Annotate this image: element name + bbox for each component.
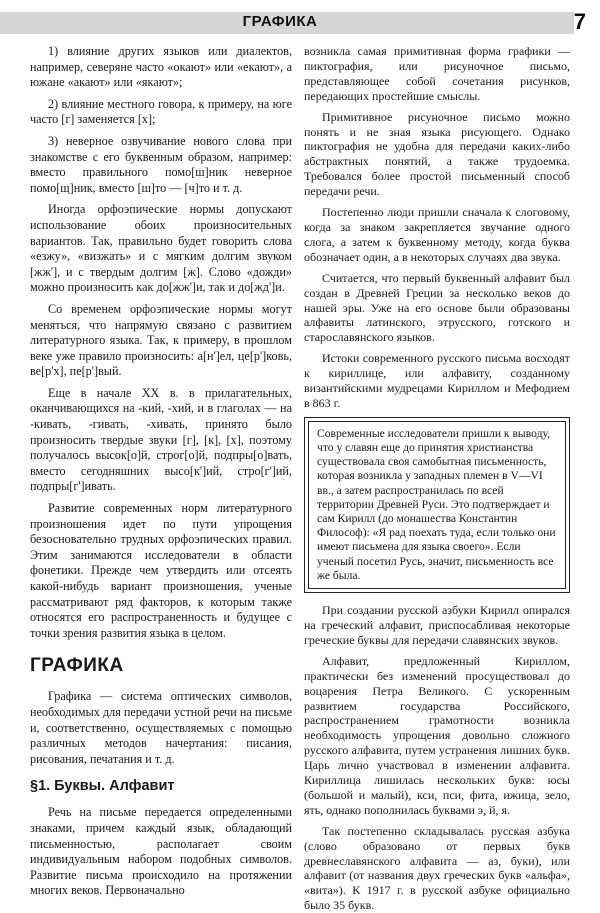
paragraph: Развитие современных норм литературного произношения идет по пути упрощения безосновательно трудных орфоэпических правил. Этим занимаются исследователи в области фонетики. Прежде чем утвердить или отсеять какой-нибудь вариант произношения, ученые рассматривают ряд факторов, к которым также относятся его распространенность и будущее с точки зрения развития языка в целом. <box>30 501 292 640</box>
callout-box <box>304 417 570 593</box>
page-number: 7 <box>573 9 586 34</box>
page-header <box>0 0 600 40</box>
paragraph: Алфавит, предложенный Кириллом, практически без изменений просуществовал до воцарения Петра Великого. С ускоренным развитием государства Российского, распространением грамотности возникла необходимость упрощения довольно сложного русского алфавита, путем устранения лишних букв. Царь лично участвовал в изменении алфавита. Кириллица лишилась нескольких букв: юсы (большой и малый), кси, пси, фита, ижица, зело, ять, однако пополнилась буквами э, й, я. <box>304 653 570 817</box>
paragraph: Со временем орфоэпические нормы могут меняться, что напрямую связано с развитием литературного языка. Так, к примеру, в прошлом веке уже правило произносить: а[н']ел, це[р']ковь, ве[р'х], пе[р']вый. <box>30 301 292 379</box>
paragraph: Еще в начале ХХ в. в прилагательных, оканчивающихся на -кий, -хий, и в глаголах — на -кивать, -гивать, -хивать, принято было произносить твердые звуки [г], [к], [х], поэтому получалось высок[о]й, строг[о]й, подпры[о]вать, вместо сегодняшних высо[к']ий, стро[г']ий, подпры[г']ивать. <box>30 385 292 494</box>
paragraph: Графика — система оптических символов, необходимых для передачи устной речи на письме и, соответственно, осуществляемых с помощью различных методов начертания: писания, рисования, печатания и т. д. <box>30 689 292 766</box>
paragraph: Иногда орфоэпические нормы допускают использование обоих произносительных вариантов. Так, правильно будет говорить слова «езжу», «визжать» и с мягким долгим звуком [жж'], и с твердым долгим [ж]. Слово «дожди» можно произносить как до[жж']и, так и до[жд']и. <box>30 202 292 295</box>
subsection-heading: §1. Буквы. Алфавит <box>30 778 175 795</box>
paragraph: 1) влияние других языков или диалектов, например, северяне часто «окают» или «екают», а южане «акают» или «якают»; <box>30 44 292 90</box>
paragraph: При создании русской азбуки Кирилл опирался на греческий алфавит, приспосабливая некоторые греческие буквы для передачи славянских звуков. <box>304 603 570 647</box>
paragraph: Речь на письме передается определенными знаками, причем каждый язык, обладающий письменностью, располагает своим индивидуальным набором подобных символов. Развитие письма происходило на протяжении многих веков. Первоначально <box>30 805 292 898</box>
paragraph: Истоки современного русского письма восходят к кириллице, или алфавиту, созданному византийскими мудрецами Кириллом и Мефодием в 863 г. <box>304 351 570 410</box>
callout-text: Современные исследователи пришли к выводу, что у славян еще до принятия христианства существовала своя самобытная письменность, которая возникла у западных племен в V—VI вв., а затем распространилась по всей территории Древней Руси. Это подтверждает и сам Кирилл (до монашества Константин Философ): «Я рад поехать туда, если только они имеют письмена для языка своего». Если ученый посетил Русь, значит, письменность все же была. <box>308 421 566 589</box>
right-column <box>304 44 570 913</box>
section-heading: ГРАФИКА <box>30 655 124 677</box>
paragraph: 3) неверное озвучивание нового слова при знакомстве с его буквенным образом, например: вместо правильного помо[ш]ник неверное помо[щ]ник, вместо [ш]то — [ч]то и т. д. <box>30 133 292 195</box>
paragraph: возникла самая примитивная форма графики — пиктография, или рисуночное письмо, представляющее собой сочетания рисунков, передающих простейшие смыслы. <box>304 44 570 103</box>
paragraph: Примитивное рисуночное письмо можно понять и не зная языка рисующего. Однако пиктография не удобна для передачи каких-либо абстрактных понятий, а также трудоемка. Требовался более простой письменный способ передачи речи. <box>304 109 570 199</box>
paragraph: Постепенно люди пришли сначала к слоговому, когда за знаком закрепляется звучание одного слога, а затем к буквенному методу, когда буква обозначает один, а в некоторых случаях два звука. <box>304 205 570 264</box>
running-title: ГРАФИКА <box>242 13 318 30</box>
paragraph: 2) влияние местного говора, к примеру, на юге часто [г] заменяется [х]; <box>30 96 292 127</box>
paragraph: Считается, что первый буквенный алфавит был создан в Древней Греции за несколько веков до нашей эры. Уже на его основе были образованы алфавиты латинского, этрусского, готского и старославянского языков. <box>304 270 570 345</box>
paragraph: Так постепенно складывалась русская азбука (слово образовано от первых букв древнеславянского алфавита — аз, буки), или алфавит (от названия двух греческих букв «альфа», «вита»). К 1917 г. в русской азбуке официально было 35 букв. <box>304 823 570 913</box>
left-column <box>30 44 292 899</box>
